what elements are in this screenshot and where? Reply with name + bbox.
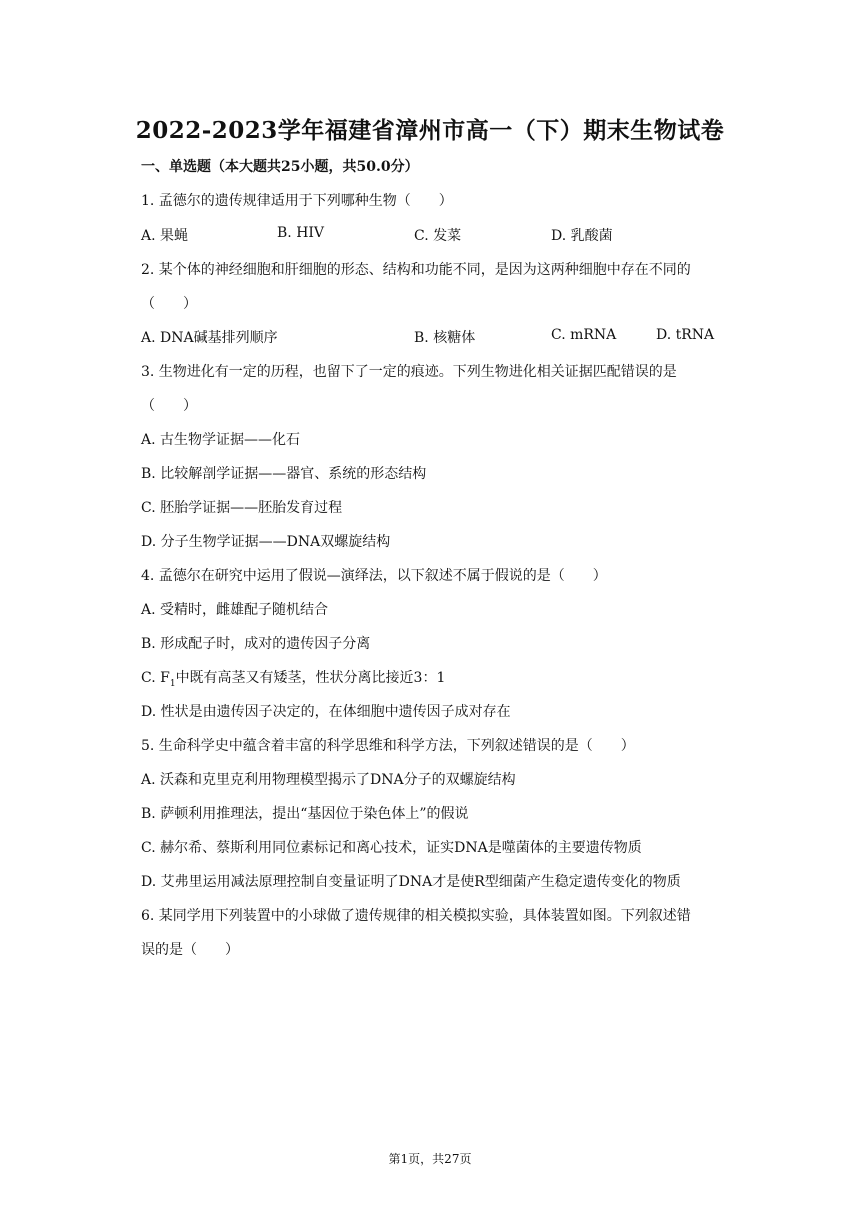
q4-option-c-prefix: C. F [141, 670, 170, 686]
q2-option-a: A. DNA碱基排列顺序 [141, 330, 278, 346]
q5-option-d: D. 艾弗里运用减法原理控制自变量证明了DNA才是使R型细菌产生稳定遗传变化的物质 [141, 874, 681, 890]
question-2-stem: 2. 某个体的神经细胞和肝细胞的形态、结构和功能不同，是因为这两种细胞中存在不同的 [141, 262, 691, 278]
question-1-stem: 1. 孟德尔的遗传规律适用于下列哪种生物（ ） [141, 193, 453, 209]
q3-option-b: B. 比较解剖学证据——器官、系统的形态结构 [141, 466, 427, 482]
q3-option-a: A. 古生物学证据——化石 [141, 432, 301, 448]
q4-option-c-text: 中既有高茎又有矮茎，性状分离比接近3：1 [175, 670, 446, 686]
q4-option-c [141, 667, 445, 689]
q4-option-c-subscript: 1 [169, 678, 176, 689]
q4-option-a: A. 受精时，雌雄配子随机结合 [141, 602, 329, 618]
q5-option-c: C. 赫尔希、蔡斯利用同位素标记和离心技术，证实DNA是噬菌体的主要遗传物质 [141, 840, 642, 856]
q1-option-c: C. 发菜 [414, 228, 462, 244]
q3-option-c: C. 胚胎学证据——胚胎发育过程 [141, 500, 343, 516]
question-3-stem-cont: （ ） [141, 398, 197, 414]
q2-option-d: D. tRNA [656, 327, 715, 343]
q3-option-d: D. 分子生物学证据——DNA双螺旋结构 [141, 534, 391, 550]
question-4-stem: 4. 孟德尔在研究中运用了假说—演绎法，以下叙述不属于假说的是（ ） [141, 568, 607, 584]
q2-option-c: C. mRNA [551, 327, 617, 343]
q5-option-a: A. 沃森和克里克利用物理模型揭示了DNA分子的双螺旋结构 [141, 772, 516, 788]
page-title: 2022-2023学年福建省漳州市高一（下）期末生物试卷 [135, 117, 725, 144]
page-footer: 第1页，共27页 [388, 1152, 472, 1166]
question-6-stem-cont: 误的是（ ） [141, 942, 239, 958]
question-6-stem: 6. 某同学用下列装置中的小球做了遗传规律的相关模拟实验，具体装置如图。下列叙述错 [141, 908, 691, 924]
q1-option-b: B. HIV [277, 225, 325, 241]
q2-option-b: B. 核糖体 [414, 330, 476, 346]
question-2-stem-cont: （ ） [141, 296, 197, 312]
section-heading: 一、单选题（本大题共25小题，共50.0分） [141, 159, 419, 175]
q1-option-d: D. 乳酸菌 [551, 228, 613, 244]
question-3-stem: 3. 生物进化有一定的历程，也留下了一定的痕迹。下列生物进化相关证据匹配错误的是 [141, 364, 677, 380]
q1-option-a: A. 果蝇 [141, 228, 189, 244]
q4-option-b: B. 形成配子时，成对的遗传因子分离 [141, 636, 371, 652]
question-5-stem: 5. 生命科学史中蕴含着丰富的科学思维和科学方法，下列叙述错误的是（ ） [141, 738, 635, 754]
q5-option-b: B. 萨顿利用推理法，提出“基因位于染色体上”的假说 [141, 806, 469, 822]
q4-option-d: D. 性状是由遗传因子决定的，在体细胞中遗传因子成对存在 [141, 704, 511, 720]
